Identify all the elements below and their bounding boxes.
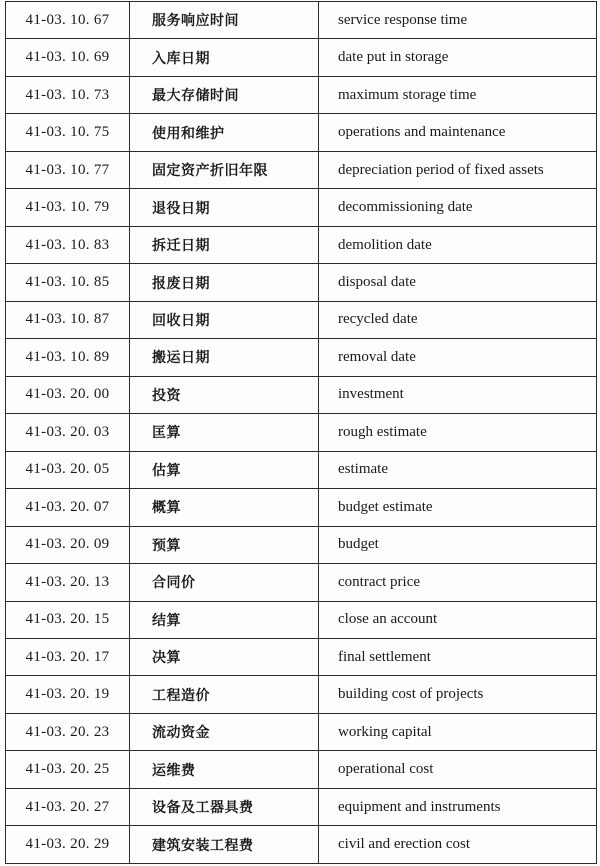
term-english: depreciation period of fixed assets: [319, 151, 597, 188]
term-english: demolition date: [319, 226, 597, 263]
term-english: operations and maintenance: [319, 114, 597, 151]
term-english: recycled date: [319, 301, 597, 338]
terms-table: [5, 1, 597, 864]
table-row: [6, 376, 597, 413]
table-row: [6, 151, 597, 188]
term-code: 41-03. 10. 83: [6, 226, 130, 263]
term-english: decommissioning date: [319, 189, 597, 226]
table-row: [6, 751, 597, 788]
term-chinese: 结算: [130, 601, 319, 638]
table-row: [6, 114, 597, 151]
term-chinese: 合同价: [130, 564, 319, 601]
term-code: 41-03. 10. 73: [6, 76, 130, 113]
term-english: rough estimate: [319, 414, 597, 451]
term-english: removal date: [319, 339, 597, 376]
term-english: working capital: [319, 713, 597, 750]
term-code: 41-03. 20. 19: [6, 676, 130, 713]
term-code: 41-03. 10. 87: [6, 301, 130, 338]
term-code: 41-03. 20. 03: [6, 414, 130, 451]
term-code: 41-03. 20. 25: [6, 751, 130, 788]
term-english: budget estimate: [319, 489, 597, 526]
term-chinese: 匡算: [130, 414, 319, 451]
term-chinese: 入库日期: [130, 39, 319, 76]
term-english: civil and erection cost: [319, 826, 597, 864]
term-english: contract price: [319, 564, 597, 601]
term-code: 41-03. 10. 89: [6, 339, 130, 376]
term-code: 41-03. 10. 77: [6, 151, 130, 188]
term-code: 41-03. 10. 79: [6, 189, 130, 226]
table-row: [6, 39, 597, 76]
term-code: 41-03. 20. 17: [6, 638, 130, 675]
term-english: date put in storage: [319, 39, 597, 76]
table-row: [6, 264, 597, 301]
term-code: 41-03. 10. 67: [6, 2, 130, 39]
table-row: [6, 301, 597, 338]
term-chinese: 运维费: [130, 751, 319, 788]
table-row: [6, 676, 597, 713]
table-row: [6, 76, 597, 113]
table-row: [6, 526, 597, 563]
term-english: maximum storage time: [319, 76, 597, 113]
table-row: [6, 414, 597, 451]
term-english: final settlement: [319, 638, 597, 675]
term-code: 41-03. 10. 85: [6, 264, 130, 301]
term-chinese: 回收日期: [130, 301, 319, 338]
table-row: [6, 226, 597, 263]
term-code: 41-03. 20. 15: [6, 601, 130, 638]
term-code: 41-03. 20. 13: [6, 564, 130, 601]
term-english: budget: [319, 526, 597, 563]
table-row: [6, 788, 597, 825]
table-row: [6, 713, 597, 750]
term-code: 41-03. 20. 00: [6, 376, 130, 413]
term-english: estimate: [319, 451, 597, 488]
term-chinese: 决算: [130, 638, 319, 675]
term-code: 41-03. 10. 69: [6, 39, 130, 76]
term-english: disposal date: [319, 264, 597, 301]
term-chinese: 投资: [130, 376, 319, 413]
table-row: [6, 339, 597, 376]
table-row: [6, 826, 597, 864]
term-english: service response time: [319, 2, 597, 39]
term-chinese: 最大存储时间: [130, 76, 319, 113]
table-row: [6, 638, 597, 675]
term-english: operational cost: [319, 751, 597, 788]
term-chinese: 固定资产折旧年限: [130, 151, 319, 188]
term-chinese: 搬运日期: [130, 339, 319, 376]
table-row: [6, 451, 597, 488]
term-chinese: 设备及工器具费: [130, 788, 319, 825]
term-chinese: 估算: [130, 451, 319, 488]
table-row: [6, 189, 597, 226]
term-english: close an account: [319, 601, 597, 638]
term-code: 41-03. 20. 29: [6, 826, 130, 864]
term-chinese: 服务响应时间: [130, 2, 319, 39]
term-chinese: 概算: [130, 489, 319, 526]
term-english: equipment and instruments: [319, 788, 597, 825]
table-row: [6, 564, 597, 601]
term-code: 41-03. 20. 27: [6, 788, 130, 825]
term-chinese: 预算: [130, 526, 319, 563]
term-chinese: 报废日期: [130, 264, 319, 301]
term-chinese: 流动资金: [130, 713, 319, 750]
term-code: 41-03. 20. 07: [6, 489, 130, 526]
table-row: [6, 601, 597, 638]
term-chinese: 拆迁日期: [130, 226, 319, 263]
term-code: 41-03. 20. 05: [6, 451, 130, 488]
table-row: [6, 489, 597, 526]
term-code: 41-03. 20. 23: [6, 713, 130, 750]
table-row: [6, 2, 597, 39]
term-chinese: 使用和维护: [130, 114, 319, 151]
term-chinese: 工程造价: [130, 676, 319, 713]
term-code: 41-03. 10. 75: [6, 114, 130, 151]
term-code: 41-03. 20. 09: [6, 526, 130, 563]
term-english: investment: [319, 376, 597, 413]
term-chinese: 建筑安装工程费: [130, 826, 319, 864]
term-chinese: 退役日期: [130, 189, 319, 226]
term-english: building cost of projects: [319, 676, 597, 713]
